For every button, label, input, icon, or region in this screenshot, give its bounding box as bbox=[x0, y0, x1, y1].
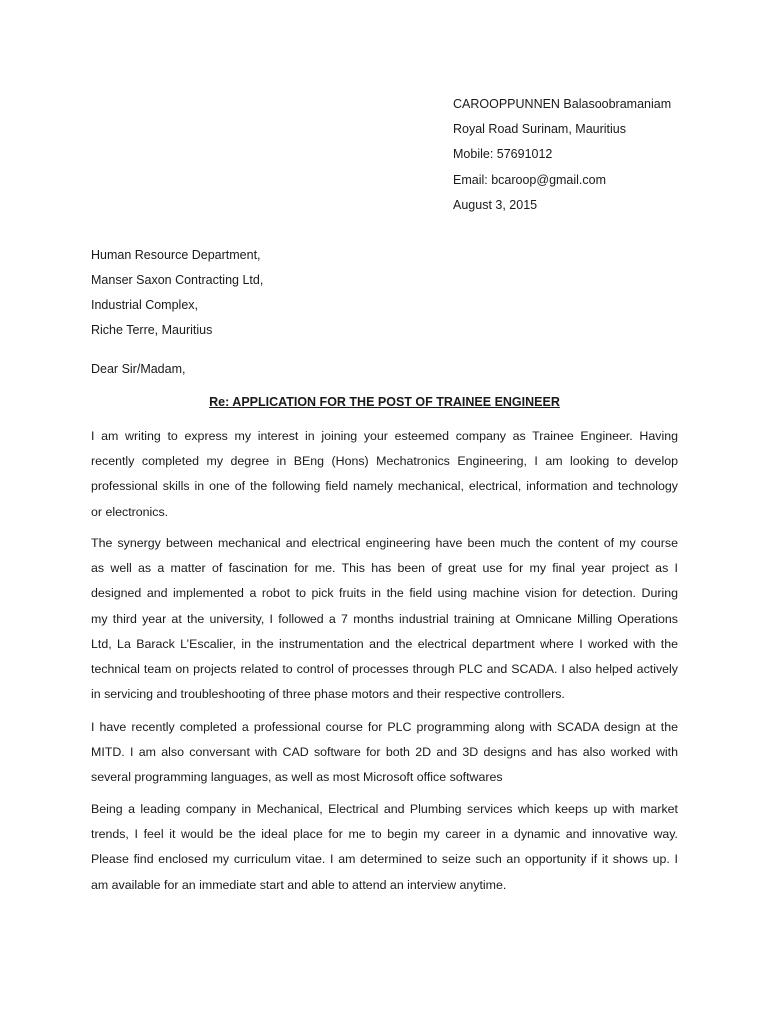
paragraph-line: professional skills in one of the following field namely mechanical, electrical, information and technology bbox=[91, 479, 678, 494]
recipient-line: Human Resource Department, bbox=[91, 248, 261, 262]
recipient-line: Industrial Complex, bbox=[91, 298, 198, 312]
paragraph-line: Being a leading company in Mechanical, Electrical and Plumbing services which keeps up with market bbox=[91, 802, 678, 816]
paragraph-line: trends, I feel it would be the ideal place for me to begin my career in a dynamic and innovative way. bbox=[91, 827, 678, 842]
subject-text: Re: APPLICATION FOR THE POST OF TRAINEE ENGINEER bbox=[209, 395, 560, 409]
paragraph-closing bbox=[91, 797, 678, 898]
paragraph-line: Please find enclosed my curriculum vitae. I am determined to seize such an opportunity if it shows up. I bbox=[91, 852, 678, 867]
recipient-line: Riche Terre, Mauritius bbox=[91, 323, 213, 337]
paragraph-line: designed and implemented a robot to pick fruits in the field using machine vision for detection. During bbox=[91, 586, 678, 601]
letter-date: August 3, 2015 bbox=[453, 197, 538, 212]
sender-email: Email: bcaroop@gmail.com bbox=[453, 172, 607, 187]
recipient-block bbox=[91, 243, 263, 343]
paragraph-line: or electronics. bbox=[91, 504, 169, 519]
paragraph-line: MITD. I am also conversant with CAD software for both 2D and 3D designs and has also worked with bbox=[91, 745, 678, 760]
paragraph-line: am available for an immediate start and able to attend an interview anytime. bbox=[91, 877, 507, 892]
paragraph-line: technical team on projects related to control of processes through PLC and SCADA. I also helped actively bbox=[91, 662, 678, 677]
subject-line bbox=[91, 392, 678, 412]
paragraph-experience bbox=[91, 531, 678, 707]
paragraph-line: several programming languages, as well as most Microsoft office softwares bbox=[91, 770, 503, 785]
paragraph-line: I am writing to express my interest in joining your esteemed company as Trainee Engineer. Having bbox=[91, 429, 678, 443]
paragraph-skills bbox=[91, 715, 678, 791]
sender-mobile: Mobile: 57691012 bbox=[453, 147, 553, 162]
paragraph-line: I have recently completed a professional course for PLC programming along with SCADA design at the bbox=[91, 720, 678, 734]
recipient-line: Manser Saxon Contracting Ltd, bbox=[91, 273, 264, 287]
paragraph-intro bbox=[91, 424, 678, 525]
sender-block bbox=[453, 92, 671, 218]
paragraph-line: in servicing and troubleshooting of three phase motors and their respective controllers. bbox=[91, 687, 565, 702]
paragraph-line: as well as a matter of fascination for me. This has been of great use for my final year project as I bbox=[91, 561, 678, 576]
salutation: Dear Sir/Madam, bbox=[91, 362, 186, 376]
paragraph-line: recently completed my degree in BEng (Hons) Mechatronics Engineering, I am looking to develop bbox=[91, 454, 678, 469]
paragraph-line: my third year at the university, I followed a 7 months industrial training at Omnicane Milling Operations bbox=[91, 611, 678, 626]
paragraph-line: The synergy between mechanical and electrical engineering have been much the content of my course bbox=[91, 536, 678, 550]
paragraph-line: Ltd, La Barack L’Escalier, in the instrumentation and the electrical department where I worked with the bbox=[91, 636, 678, 651]
sender-address: Royal Road Surinam, Mauritius bbox=[453, 122, 626, 137]
sender-name: CAROOPPUNNEN Balasoobramaniam bbox=[453, 97, 672, 111]
